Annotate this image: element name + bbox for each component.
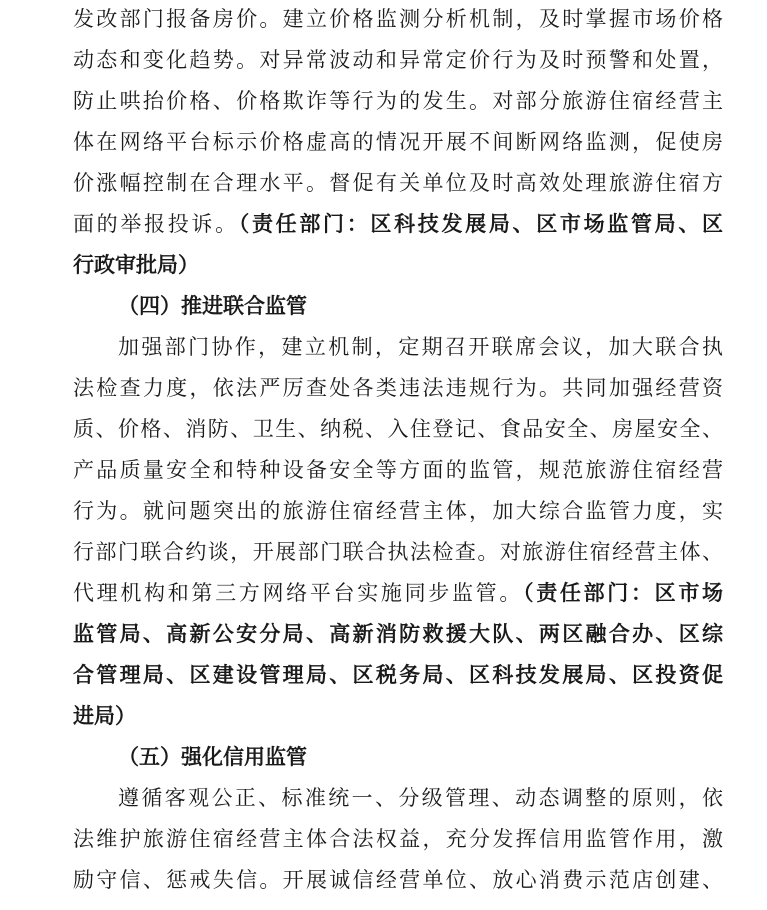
paragraph-line: 行为。就问题突出的旅游住宿经营主体，加大综合监管力度，实 bbox=[73, 499, 723, 523]
responsible-departments: （责任部门：区科技发展局、区市场监管局、区 bbox=[238, 212, 723, 236]
responsible-departments: 行政审批局） bbox=[73, 253, 199, 277]
paragraph-line bbox=[73, 655, 723, 695]
section-heading: （五）强化信用监管 bbox=[118, 745, 307, 769]
paragraph-line: 行部门联合约谈，开展部门联合执法检查。对旅游住宿经营主体、 bbox=[73, 540, 723, 564]
paragraph-line: 加强部门协作，建立机制，定期召开联席会议，加大联合执 bbox=[118, 335, 723, 359]
paragraph-line: 代理机构和第三方网络平台实施同步监管。（责任部门：区市场 bbox=[73, 581, 724, 605]
paragraph-line: 防止哄抬价格、价格欺诈等行为的发生。对部分旅游住宿经营主 bbox=[73, 89, 723, 113]
paragraph-line bbox=[73, 245, 723, 285]
paragraph-line: 质、价格、消防、卫生、纳税、入住登记、食品安全、房屋安全、 bbox=[73, 417, 723, 441]
responsible-departments: （责任部门：区市场 bbox=[523, 581, 724, 605]
paragraph-line: 价涨幅控制在合理水平。督促有关单位及时高效处理旅游住宿方 bbox=[73, 171, 723, 195]
paragraph-line: 发改部门报备房价。建立价格监测分析机制，及时掌握市场价格 bbox=[73, 7, 723, 31]
paragraph-line: 法检查力度，依法严厉查处各类违法违规行为。共同加强经营资 bbox=[73, 376, 723, 400]
responsible-departments: 监管局、高新公安分局、高新消防救援大队、两区融合办、区综 bbox=[73, 622, 723, 646]
paragraph-line: 体在网络平台标示价格虚高的情况开展不间断网络监测，促使房 bbox=[73, 130, 723, 154]
paragraph-line: 励守信、惩戒失信。开展诚信经营单位、放心消费示范店创建、 bbox=[73, 868, 723, 892]
responsible-departments: 合管理局、区建设管理局、区税务局、区科技发展局、区投资促 bbox=[73, 663, 723, 687]
paragraph-line bbox=[73, 614, 723, 654]
paragraph-line: 法维护旅游住宿经营主体合法权益，充分发挥信用监管作用，激 bbox=[73, 827, 723, 851]
paragraph-line: 遵循客观公正、标准统一、分级管理、动态调整的原则，依 bbox=[118, 786, 723, 810]
paragraph-line: 产品质量安全和特种设备安全等方面的监管，规范旅游住宿经营 bbox=[73, 458, 723, 482]
responsible-departments: 进局） bbox=[73, 704, 136, 728]
paragraph-line: 动态和变化趋势。对异常波动和异常定价行为及时预警和处置， bbox=[73, 48, 723, 72]
paragraph-line: 面的举报投诉。（责任部门：区科技发展局、区市场监管局、区 bbox=[73, 212, 723, 236]
paragraph-line bbox=[73, 696, 723, 736]
section-heading: （四）推进联合监管 bbox=[118, 294, 307, 318]
